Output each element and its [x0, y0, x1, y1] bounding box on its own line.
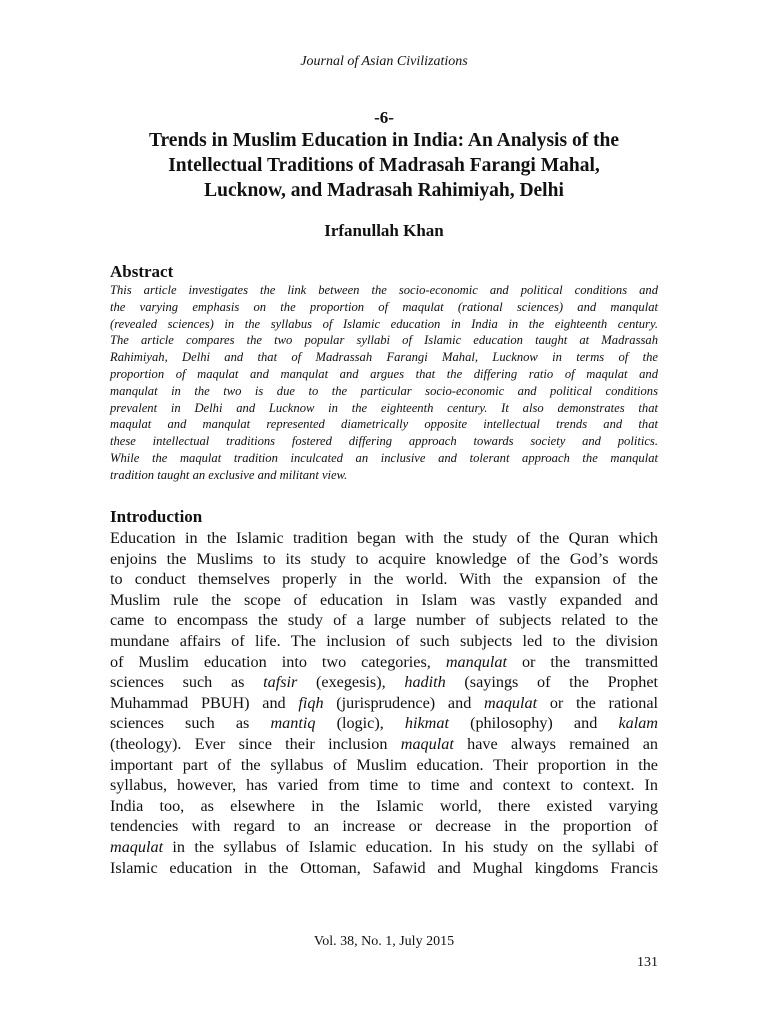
text-run: (jurisprudence) and [323, 693, 485, 712]
page-number: 131 [637, 955, 658, 970]
abstract-line: prevalent in Delhi and Lucknow in the eighteenth century. It also demonstrates that [110, 400, 658, 415]
italic-term: maqulat [484, 693, 538, 712]
introduction-body [110, 528, 658, 878]
italic-term: manqulat [445, 652, 507, 671]
text-run: Education in the Islamic tradition began with the study of the Quran which [110, 529, 658, 547]
abstract-line: Rahimiyah, Delhi and that of Madrassah Farangi Mahal, Lucknow in terms of the [110, 350, 658, 365]
introduction-line [110, 816, 658, 837]
article-number: -6- [374, 108, 394, 127]
italic-term: tafsir [263, 673, 298, 692]
title-line: Trends in Muslim Education in India: An Analysis of the [148, 130, 620, 151]
journal-running-head: Journal of Asian Civilizations [300, 54, 468, 69]
text-run: came to encompass the study of a large number of subjects related to the [110, 611, 658, 630]
introduction-line [110, 734, 658, 755]
volume-issue-footer: Vol. 38, No. 1, July 2015 [313, 934, 455, 949]
abstract-body [110, 282, 658, 484]
text-run: Islamic education in the Ottoman, Safawid and Mughal kingdoms Francis [110, 858, 658, 877]
text-run: Muslim rule the scope of education in Islam was vastly expanded and [110, 590, 658, 609]
abstract-line: the varying emphasis on the proportion of maqulat (rational sciences) and manqulat [110, 299, 658, 314]
abstract-line: This article investigates the link between the socio-economic and political conditions and [110, 283, 658, 297]
introduction-line [110, 528, 658, 549]
text-run: (sayings of the Prophet [445, 673, 658, 692]
text-run: (theology). Ever since their inclusion [110, 734, 401, 753]
text-run: have always remained an [453, 734, 658, 753]
abstract-line: The article compares the two popular syllabi of Islamic education taught at Madrassah [110, 333, 658, 348]
text-run: in the syllabus of Islamic education. In his study on the syllabi of [163, 837, 658, 856]
abstract-heading: Abstract [110, 262, 174, 281]
introduction-line [110, 693, 658, 714]
title-line: Intellectual Traditions of Madrasah Farangi Mahal, [168, 155, 600, 176]
abstract-line: tradition taught an exclusive and militant view. [110, 467, 348, 482]
text-run: tendencies with regard to an increase or decrease in the proportion of [110, 817, 658, 836]
introduction-line [110, 590, 658, 611]
introduction-line [110, 672, 658, 693]
introduction-line [110, 610, 658, 631]
text-run: sciences such as [110, 714, 271, 733]
text-run: syllabus, however, has varied from time to time and context to context. In [110, 776, 658, 795]
introduction-line [110, 858, 658, 879]
introduction-heading: Introduction [110, 507, 203, 526]
text-run: Muhammad PBUH) and [110, 693, 299, 712]
italic-term: hikmat [404, 714, 449, 733]
abstract-line: manqulat in the two is due to the particular socio-economic and political conditions [110, 383, 658, 398]
italic-term: maqulat [400, 734, 454, 753]
introduction-line [110, 796, 658, 817]
introduction-line [110, 755, 658, 776]
italic-term: kalam [618, 714, 658, 733]
italic-term: fiqh [298, 693, 324, 712]
text-run: important part of the syllabus of Muslim education. Their proportion in the [110, 755, 658, 774]
introduction-line [110, 631, 658, 652]
introduction-line [110, 713, 658, 734]
title-line: Lucknow, and Madrasah Rahimiyah, Delhi [204, 180, 564, 201]
introduction-line [110, 549, 658, 570]
italic-term: mantiq [270, 714, 316, 733]
text-run: (exegesis), [297, 673, 405, 692]
introduction-line [110, 775, 658, 796]
text-run: mundane affairs of life. The inclusion of such subjects led to the division [110, 631, 658, 650]
text-run: (philosophy) and [448, 714, 619, 733]
text-run: (logic), [315, 714, 405, 733]
italic-term: hadith [404, 673, 446, 692]
text-run: sciences such as [110, 673, 264, 692]
abstract-line: maqulat and manqulat represented diametrically opposite intellectual trends and that [110, 417, 658, 432]
abstract-line: While the maqulat tradition inculcated an inclusive and tolerant approach the manqulat [110, 450, 658, 465]
author-name: Irfanullah Khan [324, 221, 444, 240]
introduction-line [110, 837, 658, 858]
text-run: enjoins the Muslims to its study to acquire knowledge of the God’s words [110, 549, 658, 568]
abstract-line: proportion of maqulat and manqulat and argues that the differing ratio of maqulat and [110, 366, 658, 381]
text-run: to conduct themselves properly in the world. With the expansion of the [110, 570, 658, 589]
text-run: India too, as elsewhere in the Islamic world, there existed varying [110, 796, 658, 815]
italic-term: maqulat [110, 837, 164, 856]
text-run: or the transmitted [506, 652, 659, 671]
text-run: of Muslim education into two categories, [110, 652, 446, 671]
abstract-line: these intellectual traditions fostered differing approach towards society and politics. [110, 434, 658, 449]
abstract-line: (revealed sciences) in the syllabus of Islamic education in India in the eighteenth century. [110, 316, 658, 331]
introduction-line [110, 569, 658, 590]
article-title [110, 128, 658, 203]
introduction-line [110, 652, 658, 673]
text-run: or the rational [537, 693, 658, 712]
